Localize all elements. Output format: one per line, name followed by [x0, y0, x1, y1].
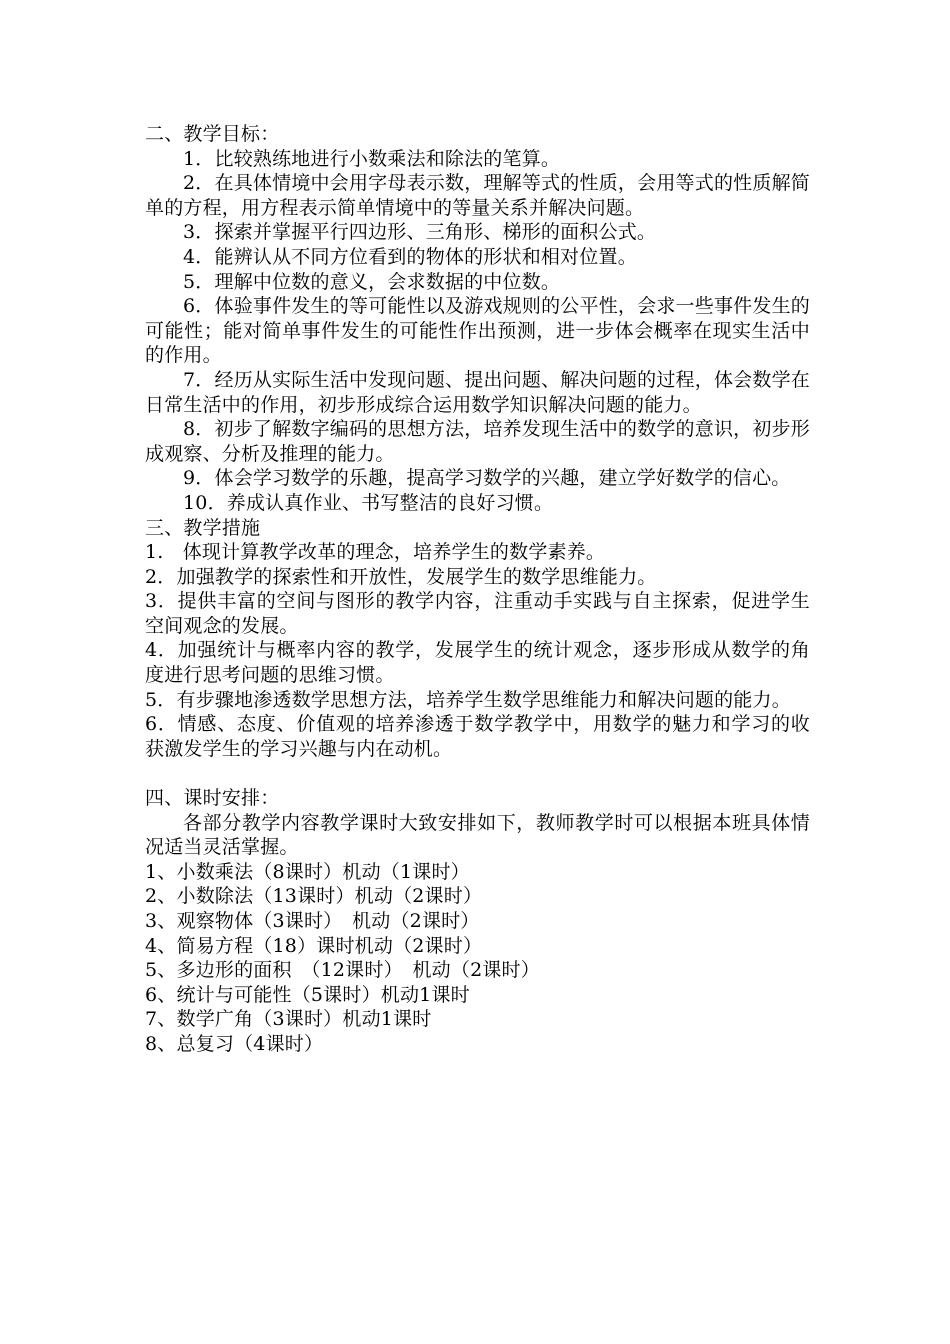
schedule-item-7: 7、数学广角（3课时）机动1课时: [145, 1008, 432, 1031]
schedule-item-4: 4、简易方程（18）课时机动（2课时）: [145, 934, 483, 957]
measure-item-1: 1. 体现计算教学改革的理念，培养学生的数学素养。: [145, 541, 606, 564]
objective-item-5: 5．理解中位数的意义，会求数据的中位数。: [183, 270, 561, 293]
section-spacer: [145, 761, 810, 786]
schedule-item-1: 1、小数乘法（8课时）机动（1课时）: [145, 860, 470, 883]
objective-item-2: 2．在具体情境中会用字母表示数，理解等式的性质，会用等式的性质解简单的方程，用方程表示简单情境中的等量关系并解决问题。: [145, 172, 810, 219]
schedule-item-5: 5、多边形的面积 （12课时） 机动（2课时）: [145, 959, 540, 982]
schedule-item-3: 3、观察物体（3课时） 机动（2课时）: [145, 910, 480, 932]
measures-heading: 三、教学措施: [145, 516, 261, 539]
schedule-item-2: 2、小数除法（13课时）机动（2课时）: [145, 885, 483, 908]
schedule-item-6: 6、统计与可能性（5课时）机动1课时: [145, 983, 470, 1006]
objective-item-1: 1．比较熟练地进行小数乘法和除法的笔算。: [183, 147, 561, 170]
objective-item-9: 9．体会学习数学的乐趣，提高学习数学的兴趣，建立学好数学的信心。: [183, 467, 791, 490]
schedule-item-8: 8、总复习（4课时）: [145, 1032, 324, 1055]
document-page: [145, 122, 810, 1057]
objectives-heading: 二、教学目标：: [145, 123, 280, 145]
measure-item-4: 4．加强统计与概率内容的教学，发展学生的统计观念，逐步形成从数学的角度进行思考问题的思维习惯。: [145, 639, 810, 687]
objective-item-3: 3．探索并掌握平行四边形、三角形、梯形的面积公式。: [183, 221, 657, 244]
objective-item-10: 10．养成认真作业、书写整洁的良好习惯。: [183, 491, 554, 514]
objective-item-8: 8．初步了解数字编码的思想方法，培养发现生活中的数学的意识，初步形成观察、分析及推理的能力。: [145, 418, 810, 465]
objective-item-6: 6．体验事件发生的等可能性以及游戏规则的公平性，会求一些事件发生的可能性；能对简单事件发生的可能性作出预测，进一步体会概率在现实生活中的作用。: [145, 295, 810, 367]
schedule-intro: 各部分教学内容教学课时大致安排如下，教师教学时可以根据本班具体情况适当灵活掌握。: [145, 811, 810, 859]
measure-item-2: 2．加强教学的探索性和开放性，发展学生的数学思维能力。: [145, 565, 657, 588]
schedule-heading: 四、课时安排：: [145, 787, 280, 810]
measure-item-6: 6．情感、态度、价值观的培养渗透于数学教学中，用数学的魅力和学习的收获激发学生的学习兴趣与内在动机。: [145, 713, 810, 760]
objective-item-4: 4．能辨认从不同方位看到的物体的形状和相对位置。: [183, 245, 637, 268]
objective-item-7: 7．经历从实际生活中发现问题、提出问题、解决问题的过程，体会数学在日常生活中的作用，初步形成综合运用数学知识解决问题的能力。: [145, 368, 810, 416]
measure-item-3: 3．提供丰富的空间与图形的教学内容，注重动手实践与自主探索，促进学生空间观念的发展。: [145, 590, 810, 637]
measure-item-5: 5．有步骤地渗透数学思想方法，培养学生数学思维能力和解决问题的能力。: [145, 688, 791, 711]
